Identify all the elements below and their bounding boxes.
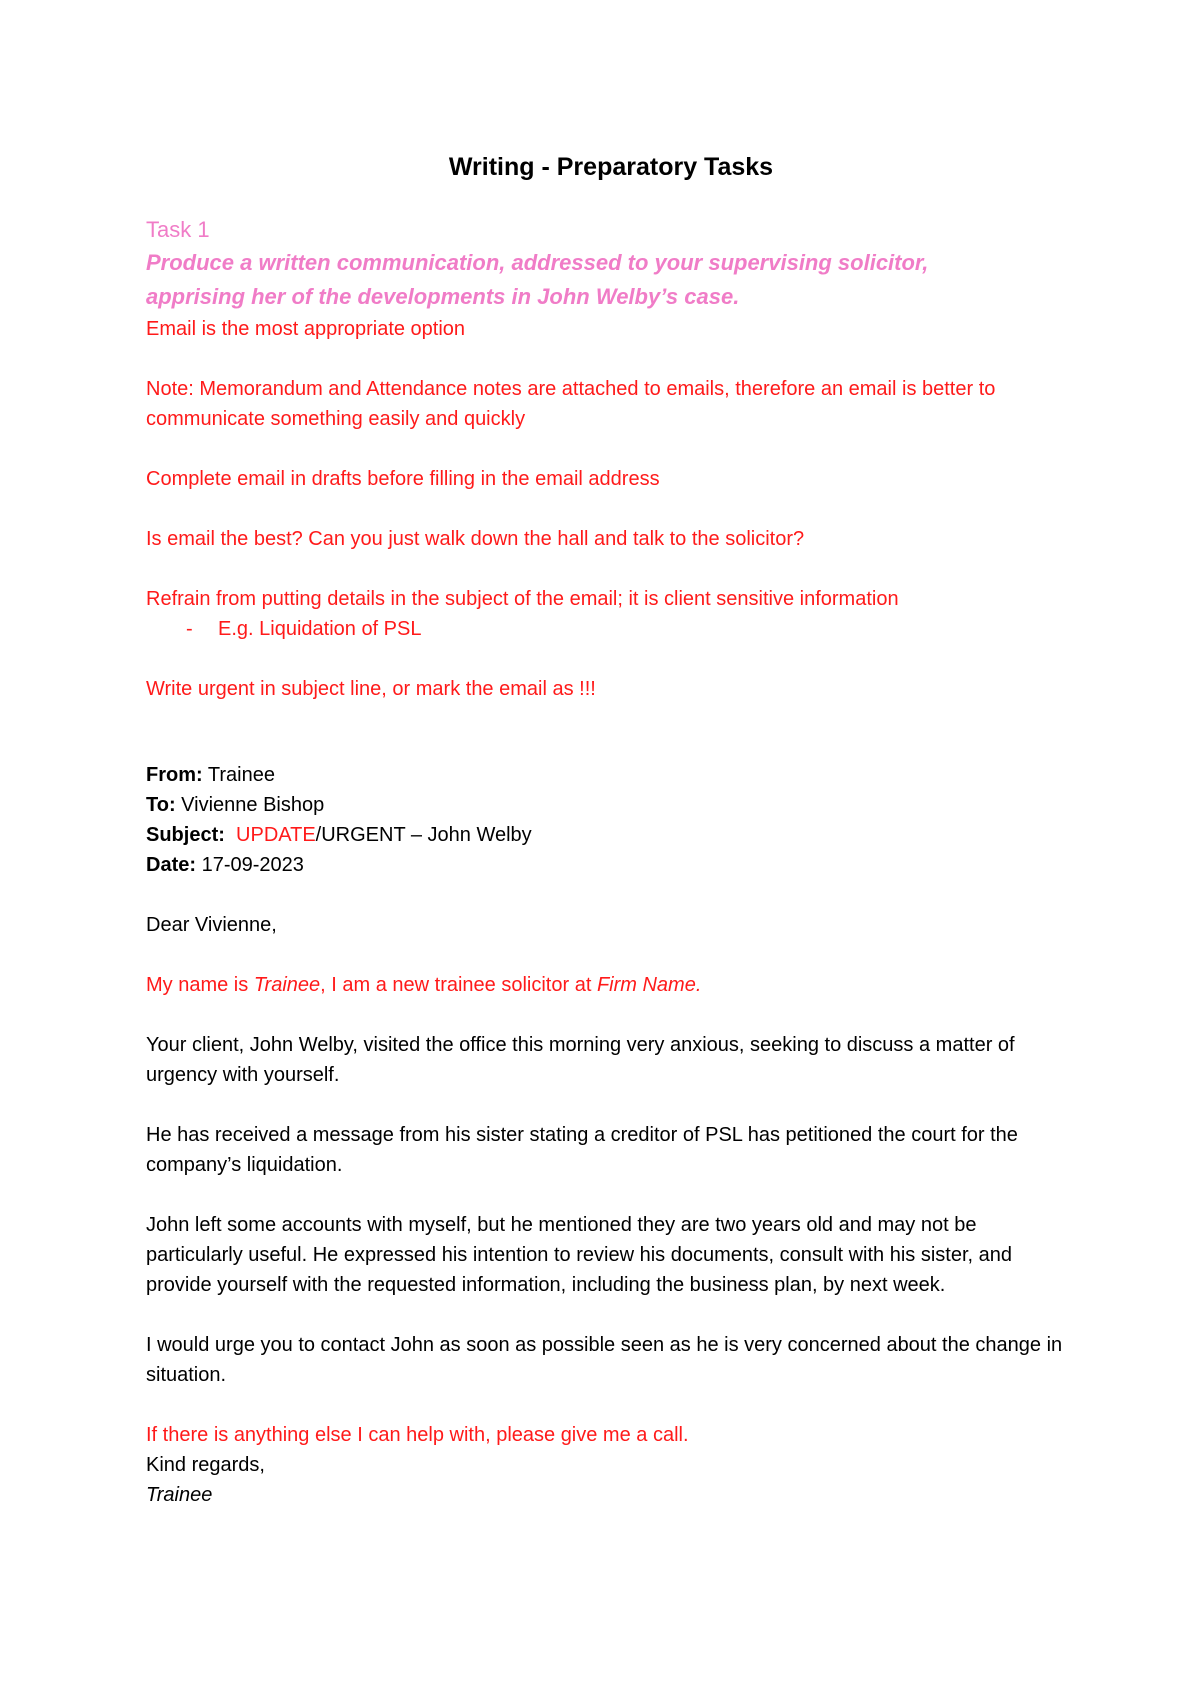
subject-update: UPDATE <box>236 824 316 846</box>
email-subject <box>146 820 1076 850</box>
email-paragraph-3: John left some accounts with myself, but he mentioned they are two years old and may not be particularly useful. He expressed his intention to review his documents, consult with his sister, and provide yourself with the requested information, including the business plan, by next week. <box>146 1214 1012 1296</box>
email-paragraph-1: Your client, John Welby, visited the office this morning very anxious, seeking to discuss a matter of urgency with yourself. <box>146 1034 1015 1086</box>
email-signoff: Kind regards, <box>146 1454 265 1476</box>
from-label: From: <box>146 764 203 786</box>
intro-part2: , I am a new trainee solicitor at <box>320 974 597 996</box>
email-paragraph-2: He has received a message from his sister stating a creditor of PSL has petitioned the court for the company’s liquidation. <box>146 1124 1018 1176</box>
subject-rest: /URGENT – John Welby <box>315 824 532 846</box>
note-memorandum: Note: Memorandum and Attendance notes are attached to emails, therefore an email is better to communicate something easily and quickly <box>146 378 996 430</box>
task-description-line2: apprising her of the developments in John Welby’s case. <box>146 284 740 309</box>
email-from <box>146 760 1076 790</box>
subject-label: Subject: <box>146 824 225 846</box>
to-label: To: <box>146 794 176 816</box>
email-intro <box>146 970 1076 1000</box>
note-bullet-item <box>146 614 1076 644</box>
bullet-dash: - <box>186 618 193 640</box>
note-refrain: Refrain from putting details in the subject of the email; it is client sensitive information <box>146 588 899 610</box>
note-option: Email is the most appropriate option <box>146 318 466 340</box>
intro-part1: My name is <box>146 974 254 996</box>
intro-firm: Firm Name. <box>596 974 702 996</box>
task-description-line1: Produce a written communication, addressed to your supervising solicitor, <box>146 250 929 275</box>
email-greeting: Dear Vivienne, <box>146 914 277 936</box>
document-title: Writing - Preparatory Tasks <box>448 153 774 181</box>
note-drafts: Complete email in drafts before filling in the email address <box>146 468 660 490</box>
email-paragraph-4: I would urge you to contact John as soon as possible seen as he is very concerned about the change in situation. <box>146 1334 1063 1386</box>
date-label: Date: <box>146 854 197 876</box>
task-heading: Task 1 <box>146 217 210 242</box>
date-value: 17-09-2023 <box>196 854 304 876</box>
email-date <box>146 850 1076 880</box>
from-value: Trainee <box>202 764 275 786</box>
email-signature: Trainee <box>146 1484 213 1506</box>
document-content <box>146 150 1076 1510</box>
bullet-text: E.g. Liquidation of PSL <box>218 618 422 640</box>
email-closing-help: If there is anything else I can help with, please give me a call. <box>146 1424 689 1446</box>
note-best: Is email the best? Can you just walk down the hall and talk to the solicitor? <box>146 528 805 550</box>
intro-name: Trainee <box>253 974 321 996</box>
email-to <box>146 790 1076 820</box>
to-value: Vivienne Bishop <box>175 794 325 816</box>
note-urgent: Write urgent in subject line, or mark the email as !!! <box>146 678 596 700</box>
